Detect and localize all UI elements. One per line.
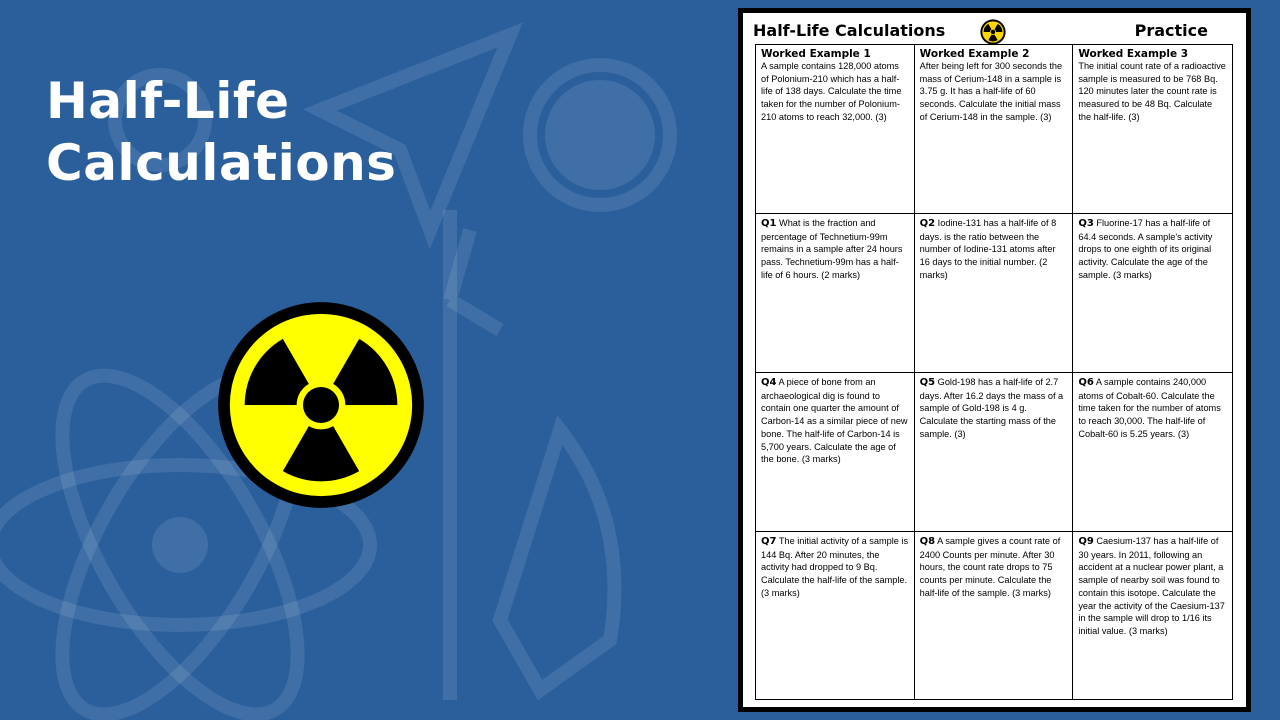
cell-text: After being left for 300 seconds the mass of Cerium-148 in a sample is 3.75 g. It has a half-life of 60 seconds. Calculate the initial mass of Cerium-148 in the sample. (3) — [919, 61, 1063, 122]
question-6-cell — [1073, 373, 1232, 532]
cell-text: Caesium-137 has a half-life of 30 years. In 2011, following an accident at a nuclear power plant, a sample of nearby soil was found to contain this isotope. Calculate the year the activity of the Caesium-137 in the sample will drop to 1/16 its initial value. (3 marks) — [1078, 536, 1225, 636]
worked-example-3-cell — [1073, 45, 1232, 214]
question-number: Q3 — [1078, 218, 1094, 229]
question-number: Q7 — [761, 536, 777, 547]
question-3-cell — [1073, 214, 1232, 373]
radiation-hazard-icon — [215, 299, 427, 511]
worked-example-2-cell — [915, 45, 1074, 214]
cell-heading: Worked Example 2 — [919, 48, 1030, 60]
question-1-cell — [756, 214, 915, 373]
question-7-cell — [756, 532, 915, 699]
question-number: Q1 — [761, 218, 777, 229]
worksheet-subtitle: Practice — [1134, 21, 1208, 40]
question-number: Q4 — [761, 377, 777, 388]
slide-title — [46, 70, 396, 194]
question-9-cell — [1073, 532, 1232, 699]
cell-text: What is the fraction and percentage of Technetium-99m remains in a sample after 24 hours pass. Technetium-99m has a half-life of 6 hours. (2 marks) — [761, 218, 903, 280]
question-4-cell — [756, 373, 915, 532]
radiation-hazard-icon — [980, 19, 1006, 45]
question-number: Q8 — [919, 536, 936, 547]
question-2-cell — [915, 214, 1074, 373]
cell-heading: Worked Example 1 — [761, 48, 871, 60]
question-number: Q9 — [1078, 536, 1094, 547]
cell-text: Iodine-131 has a half-life of 8 days. is the ratio between the number of Iodine-131 atoms after 16 days to the initial number. (2 marks) — [919, 218, 1057, 280]
worksheet-preview — [738, 8, 1251, 712]
cell-text: A piece of bone from an archaeological dig is found to contain one quarter the amount of Carbon-14 as a similar piece of new bone. The half-life of Carbon-14 is 5,700 years. Calculate the age of the bone. (3 marks) — [761, 377, 908, 465]
slide-title-line-2: Calculations — [46, 134, 397, 192]
cell-text: A sample contains 128,000 atoms of Polonium-210 which has a half-life of 138 days. Calculate the time taken for the number of Polonium-210 atoms to reach 32,000. (3) — [761, 61, 902, 122]
worksheet-page — [743, 13, 1246, 707]
cell-text: Fluorine-17 has a half-life of 64.4 seconds. A sample's activity drops to one eighth of its original activity. Calculate the age of the sample. (3 marks) — [1078, 218, 1213, 280]
question-grid — [755, 44, 1233, 700]
rocket-doodle-icon — [500, 430, 614, 690]
question-number: Q2 — [919, 218, 936, 229]
question-number: Q6 — [1078, 377, 1094, 388]
cell-text: A sample contains 240,000 atoms of Cobalt-60. Calculate the time taken for the number of atoms to reach 30,000. The half-life of Cobalt-60 is 5.25 years. (3) — [1078, 377, 1221, 439]
slide-title-line-1: Half-Life — [46, 72, 290, 130]
worked-example-1-cell — [756, 45, 915, 214]
cell-text: The initial activity of a sample is 144 Bq. After 20 minutes, the activity had dropped to 9 Bq. Calculate the half-life of the sample. (3 marks) — [761, 536, 909, 598]
question-5-cell — [915, 373, 1074, 532]
worksheet-title: Half-Life Calculations — [753, 21, 946, 40]
cell-heading: Worked Example 3 — [1078, 48, 1189, 60]
question-number: Q5 — [919, 377, 936, 388]
cell-text: A sample gives a count rate of 2400 Counts per minute. After 30 hours, the count rate drops to 75 counts per minute. Calculate the half-life of the sample. (3 marks) — [919, 536, 1061, 598]
question-8-cell — [915, 532, 1074, 699]
cell-text: Gold-198 has a half-life of 2.7 days. After 16.2 days the mass of a sample of Gold-198 is 4 g. Calculate the starting mass of the sample. (3) — [919, 377, 1064, 439]
cell-text: The initial count rate of a radioactive sample is measured to be 768 Bq. 120 minutes later the count rate is measured to be 48 Bq. Calculate the half-life. (3) — [1078, 61, 1226, 122]
